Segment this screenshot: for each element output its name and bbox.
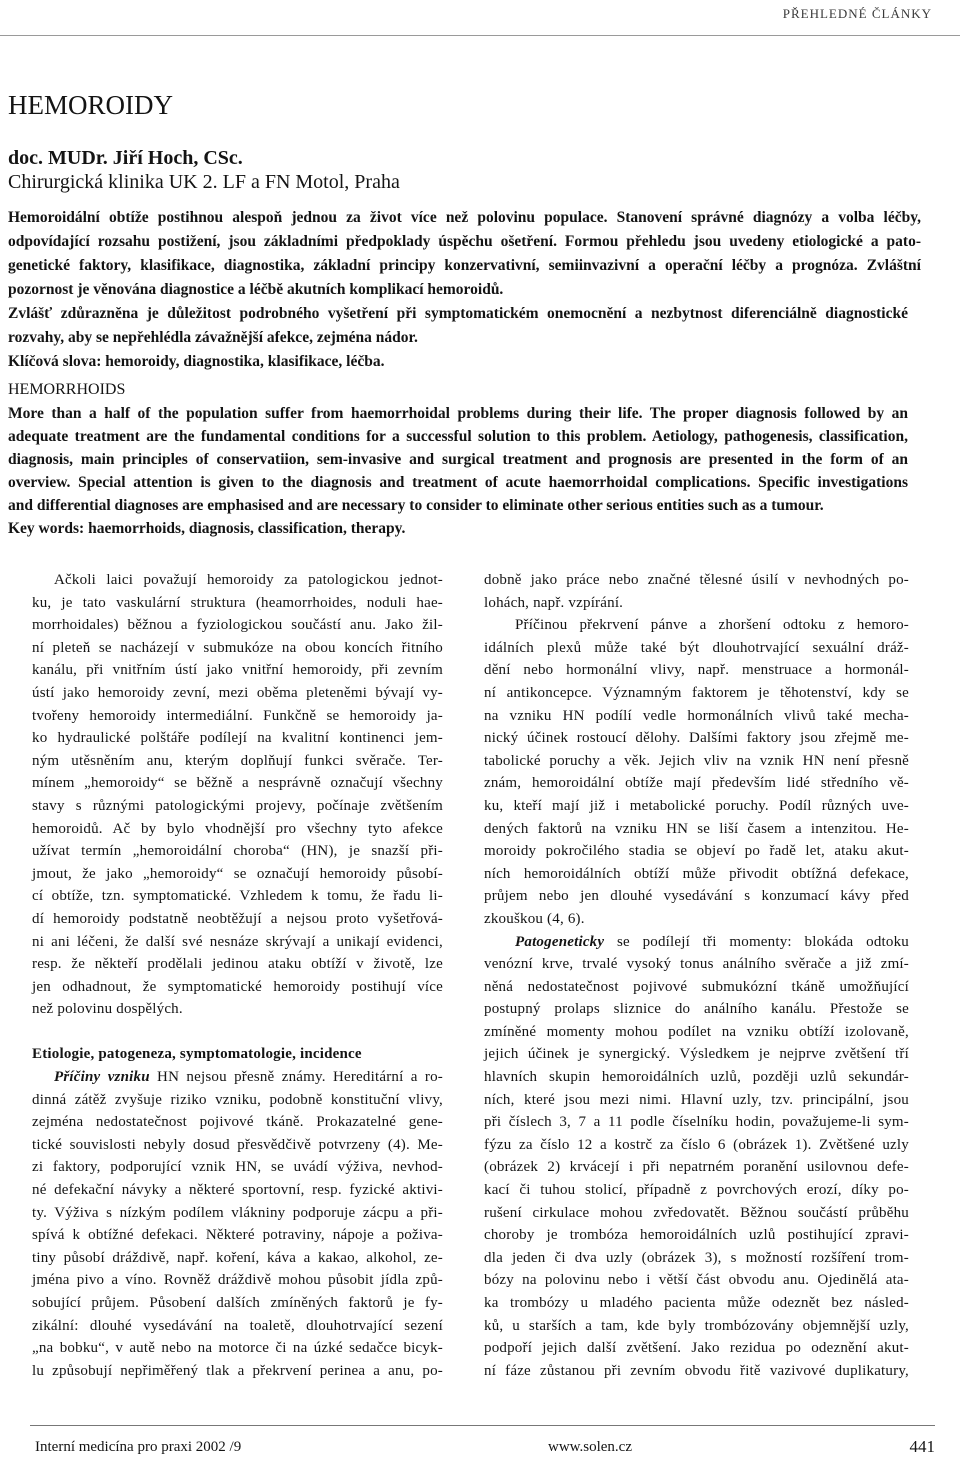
- text-line: and differential diagnoses are emphasised and are necessary to consider to eliminate other serious entities such as a tumour.: [8, 496, 824, 514]
- text-line: postupný prolaps sliznice do análního kanálu. Přestože se: [484, 1001, 909, 1018]
- left-column: [32, 569, 443, 1382]
- text-line: dla jeden či dva uzly (obrázek 3), s možností rozšíření trom-: [484, 1249, 909, 1266]
- page-number: 441: [909, 1437, 935, 1456]
- journal-name: Interní medicína pro praxi 2002 /9: [35, 1439, 242, 1455]
- text-line: Hemoroidální obtíže postihnou alespoň jednou za život více než polovinu populace. Stanovení správné diagnózy a volba léčby,: [8, 209, 921, 226]
- abstract-paragraph: [8, 206, 921, 302]
- text-line: ních, které jsou mezi nimi. Hlavní uzly, tzv. principální, jsou: [484, 1091, 909, 1108]
- text-line: „na bobku“, v autě nebo na motorce či na úzké sedačce bicyk-: [32, 1340, 443, 1357]
- abstract-czech: [8, 206, 921, 374]
- header-rule: [0, 35, 960, 36]
- footer-rule: [30, 1425, 935, 1426]
- text-line: zejména nedostatečnost pojivové tkáně. Prokazatelné gene-: [32, 1114, 443, 1131]
- text-line: adequate treatment are the fundamental conditions for a successful solution to this problem. Aetiology, pathogenesis, classification,: [8, 427, 908, 445]
- text-line: při číslech 3, 7 a 11 podle číselníku hodin, považujeme-li sym-: [484, 1114, 909, 1131]
- text-line: ních hemoroidálních obtíží může přivodit obtížná defekace,: [484, 865, 909, 882]
- text-line: dí hemoroidy podstatně neobtěžují a nejsou proto vyšetřová-: [32, 910, 443, 927]
- text-line: dění nebo hormonální vlivy, např. menstruace a hormonál-: [484, 662, 909, 679]
- abstract-paragraph: [8, 302, 908, 350]
- text-line: průjem nebo jen dlouhé vysedávání s konzumací kávy před: [484, 888, 909, 905]
- text-line: ní antikoncepce. Významným faktorem je těhotenství, kdy se: [484, 684, 909, 701]
- text-line: ní pleteň se nacházejí v submukóze na obou koncích řitního: [32, 639, 443, 656]
- text-line: Zvlášť zdůrazněna je důležitost podrobného vyšetření při symptomatickém onemocnění a nezbytnost diferenciálně diagnostické: [8, 305, 908, 322]
- text-line: jen odhadnout, že symptomatické hemoroidy postihují více: [32, 978, 443, 995]
- body-paragraph: [32, 569, 443, 1021]
- text-line: mínem „hemoroidy“ se běžně a nesprávně označují všechny: [32, 775, 443, 792]
- text-line: ní fáze zůstanou při zevním obvodu řitě vazivové duplikatury,: [484, 1362, 909, 1379]
- text-line: dených faktorů na vzniku HN se liší časem a intenzitou. He-: [484, 820, 909, 837]
- text-line: né defekační návyky a některé sportovní, resp. fyzické aktivi-: [32, 1182, 443, 1199]
- text-line: tické souvislosti nebyly dosud přesvědčivě potvrzeny (4). Me-: [32, 1136, 443, 1153]
- text-line: jména pivo a víno. Rovněž dráždivě mohou působit jídla způ-: [32, 1272, 443, 1289]
- text-line: zkouškou (4, 6).: [484, 910, 585, 927]
- run-in-term: Příčiny vzniku: [54, 1069, 150, 1086]
- text-line: lohách, např. vzpírání.: [484, 594, 624, 611]
- body-paragraph: [484, 614, 909, 930]
- text-line: tabolické poruchy a věk. Jejich vliv na vznik HN není přesně: [484, 752, 909, 769]
- text-line: znám, hemoroidální obtíže mají především lidé středního vě-: [484, 775, 909, 792]
- section-heading: Etiologie, patogeneza, symptomatologie, incidence: [32, 1046, 362, 1063]
- text-line: lu způsobují nepřiměřený tlak a překrvení perinea a anu, po-: [32, 1362, 443, 1379]
- journal-website: www.solen.cz: [548, 1439, 633, 1455]
- text-line: overview. Special attention is given to the diagnosis and treatment of acute haemorrhoidal complications. Specific investigations: [8, 473, 908, 491]
- text-line: Ačkoli laici považují hemoroidy za patologickou jednot-: [54, 572, 443, 588]
- text-line: kací či tuhou stolicí, případně z povrchových erozí, díky po-: [484, 1182, 909, 1199]
- text-line: hlavních skupin hemoroidálních uzlů, později uzlů sekundár-: [484, 1069, 909, 1086]
- text-line: genetické faktory, klasifikace, diagnostika, základní principy konzervativní, semiinvazivní a operační léčby a prognóza. Zvláštní: [8, 257, 921, 274]
- body-paragraph: [32, 1066, 443, 1382]
- text-line: ka trombózy u mladého pacienta může odeznět bez násled-: [484, 1295, 909, 1311]
- right-column: [484, 569, 909, 1382]
- text-line: diagnosis, main principles of conservatiion, sem-invasive and surgical treatment and prognosis are presented in the form of an: [8, 450, 908, 468]
- text-line: More than a half of the population suffer from haemorrhoidal problems during their life. The proper diagnosis followed by an: [8, 404, 908, 422]
- text-line: hemoroidů. Ač by bylo vhodnější pro všechny tyto afekce: [32, 820, 443, 837]
- text-line: tiny působí dráždivě, např. koření, káva a kakao, alkohol, ze-: [32, 1249, 443, 1266]
- text-line: ku, kteří mají již i metabolické poruchy. Podíl různých uve-: [484, 797, 909, 814]
- text-line: rušení cirkulace mohou zvředovatět. Běžnou součástí průběhu: [484, 1204, 909, 1221]
- text-line: podpoří jejich další zvětšení. Jako rezidua po odeznění akut-: [484, 1340, 909, 1357]
- text-line: ty. Výživa s nízkým podílem vlákniny podporuje zácpu a při-: [32, 1204, 443, 1221]
- text-line: [484, 931, 909, 954]
- text-line: zmíněné momenty mohou podílet na vzniku obtíží izolovaně,: [484, 1023, 909, 1040]
- abstract-english: [8, 402, 908, 540]
- keywords-czech: Klíčová slova: hemoroidy, diagnostika, klasifikace, léčba.: [8, 353, 385, 370]
- text-line: ko hydraulické polštáře podílejí na kvalitní kontinenci jem-: [32, 730, 443, 747]
- text-line: zikální: dlouhé vysedávání na toaletě, dlouhotrvající sezení: [32, 1317, 443, 1334]
- body-paragraph: [484, 931, 909, 1383]
- run-in-term: Patogeneticky: [515, 933, 605, 950]
- text-line: venózní krve, trvalé vysoký tonus análního svěrače a již zmí-: [484, 956, 909, 973]
- line-text: HN nejsou přesně známy. Hereditární a ro-: [149, 1069, 444, 1086]
- text-line: (obrázek 2) krvácejí i při nepatrném poranění usilovnou defe-: [484, 1159, 909, 1176]
- text-line: moroidy pokročilého stadia se objeví po řadě let, ataku akut-: [484, 843, 909, 860]
- text-line: kanálu, při vnitřním ústí jako vnitřní hemoroidy, při zevním: [32, 662, 443, 679]
- text-line: nický účinek rostoucí dělohy. Dalšími faktory jsou zřejmě me-: [484, 730, 909, 747]
- article-title: HEMOROIDY: [8, 90, 173, 120]
- text-line: bózy na polovinu nebo i větší část obvodu anu. Ojedinělá ata-: [484, 1272, 909, 1289]
- line-text: se podílejí tři momenty: blokáda odtoku: [604, 933, 909, 950]
- text-line: ků, u starších a tam, kde byly trombózovány objemnější uzly,: [484, 1317, 909, 1334]
- text-line: fýzu za číslo 12 a kostrč za číslo 6 (obrázek 1). Zvětšené uzly: [484, 1136, 909, 1153]
- text-line: rozvahy, aby se nepřehlédla závažnější afekce, zejména nádor.: [8, 329, 418, 346]
- text-line: cí obtíže, tzn. symptomatické. Vzhledem k tomu, že řadu li-: [32, 888, 443, 905]
- text-line: stavy s různými patologickými projevy, počínaje zvětšením: [32, 797, 443, 814]
- text-line: morrhoidales) běžnou a fyziologickou součástí anu. Jako žil-: [32, 617, 443, 634]
- text-line: choroby je trombóza hemoroidálních uzlů postihující zpravi-: [484, 1227, 909, 1244]
- text-line: zi faktory, podporující vznik HN, se uvádí výživa, nevhod-: [32, 1159, 443, 1176]
- author-name: doc. MUDr. Jiří Hoch, CSc.: [8, 147, 243, 169]
- text-line: ústí jako hemoroidy zevní, mezi oběma pleteněmi bývají vy-: [32, 684, 443, 701]
- keywords-english: Key words: haemorrhoids, diagnosis, classification, therapy.: [8, 519, 406, 537]
- text-line: resp. že někteří prodělali jedinou ataku obtíží v životě, lze: [32, 956, 443, 973]
- text-line: ku, je tato vaskulární struktura (heamorrhoides, noduli hae-: [32, 594, 443, 611]
- article-title-english: HEMORRHOIDS: [8, 381, 126, 398]
- text-line: tvořeny hemoroidy intermediální. Funkčně se hemoroidy ja-: [32, 707, 443, 724]
- text-line: pozornost je věnována diagnostice a léčbě akutních komplikací hemoroidů.: [8, 281, 504, 298]
- text-line: užívat termín „hemoroidální choroba“ (HN), je snazší při-: [32, 843, 443, 860]
- text-line: jejich účinek je synergický. Výsledkem je nejprve zvětšení tří: [484, 1046, 909, 1063]
- text-line: Příčinou překrvení pánve a zhoršení odtoku z hemoro-: [515, 617, 909, 634]
- text-line: [32, 1066, 443, 1089]
- text-line: sobující průjem. Působení dalších zmíněných faktorů je fy-: [32, 1295, 443, 1311]
- section-label: PŘEHLEDNÉ ČLÁNKY: [782, 6, 932, 21]
- text-line: spívá k obtížné defekaci. Některé potraviny, nápoje a poživa-: [32, 1227, 443, 1244]
- text-line: jmout, že jako „hemoroidy“ se označují hemoroidy působí-: [32, 865, 443, 882]
- text-line: idálních plexů může také být dlouhotrvající sexuální dráž-: [484, 639, 909, 656]
- abstract-paragraph: [8, 402, 908, 517]
- author-affiliation: Chirurgická klinika UK 2. LF a FN Motol, Praha: [8, 171, 400, 193]
- text-line: než polovinu dospělých.: [32, 1001, 183, 1018]
- text-line: ni ani léčeni, že další své nesnáze skrývají a unikají evidenci,: [32, 933, 443, 950]
- text-line: dobně jako práce nebo značné tělesné úsilí v nevhodných po-: [484, 572, 909, 588]
- text-line: odpovídající rozsahu postižení, jsou základními předpoklady úspěchu ošetření. Formou přehledu jsou uvedeny etiologické a pato-: [8, 233, 921, 250]
- text-line: na vzniku HN podílí vedle hormonálních vlivů také mecha-: [484, 707, 909, 724]
- body-paragraph: [484, 569, 909, 614]
- text-line: něná nedostatečnost pojivové submukózní tkáně umožňující: [484, 978, 909, 995]
- text-line: ným utěsněním anu, kterým doplňují funkci svěrače. Ter-: [32, 752, 443, 769]
- text-line: dinná zátěž zvyšuje riziko vzniku, podobně konstituční vlivy,: [32, 1091, 443, 1108]
